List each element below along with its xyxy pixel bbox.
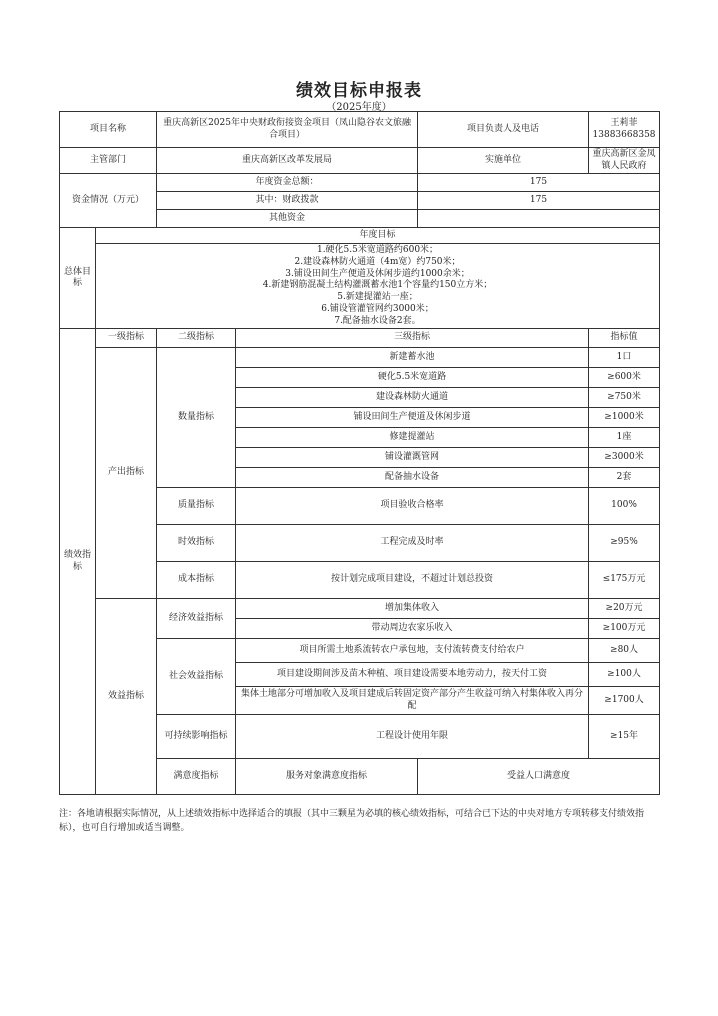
project-name-label: 项目名称	[60, 112, 157, 148]
timeliness-item: 工程完成及时率	[236, 525, 589, 562]
goal-item: 5.新建提灌站一座；	[337, 292, 418, 303]
social-item: 集体土地部分可增加收入及项目建成后转固定资产部分产生收益可纳入村集体收入再分配	[236, 687, 589, 715]
quantity-value: ≥750米	[589, 388, 660, 408]
service-indicator-label: 服务对象满意度指标	[236, 759, 418, 795]
goals-header: 年度目标	[96, 228, 660, 244]
goal-item: 7.配备抽水设备2套。	[334, 315, 421, 326]
quantity-value: ≥1000米	[589, 408, 660, 428]
owner-label: 项目负责人及电话	[418, 112, 589, 148]
impl-value: 重庆高新区金凤镇人民政府	[589, 148, 660, 174]
col-level1-header: 一级指标	[96, 329, 157, 348]
economic-indicator-label: 经济效益指标	[157, 599, 236, 639]
quantity-item: 新建蓄水池	[236, 348, 589, 368]
cost-indicator-label: 成本指标	[157, 562, 236, 599]
cost-item: 按计划完成项目建设，不超过计划总投资	[236, 562, 589, 599]
funds-label: 资金情况（万元）	[60, 174, 157, 228]
economic-value: ≥20万元	[589, 599, 660, 619]
quantity-item: 配备抽水设备	[236, 468, 589, 488]
quality-indicator-label: 质量指标	[157, 488, 236, 525]
quality-item: 项目验收合格率	[236, 488, 589, 525]
quantity-value: ≥3000米	[589, 448, 660, 468]
sustain-value: ≥15年	[589, 715, 660, 759]
quantity-item: 铺设田间生产便道及休闲步道	[236, 408, 589, 428]
impl-label: 实施单位	[418, 148, 589, 174]
quantity-value: ≥600米	[589, 368, 660, 388]
page-title: 绩效目标申报表	[296, 81, 422, 101]
funds-total-label: 年度资金总额：	[157, 174, 418, 192]
cost-value: ≤175万元	[589, 562, 660, 599]
social-indicator-label: 社会效益指标	[157, 639, 236, 715]
quantity-item: 硬化5.5米宽道路	[236, 368, 589, 388]
funds-other-value	[418, 210, 660, 228]
col-level3-header: 三级指标	[236, 329, 589, 348]
economic-value: ≥100万元	[589, 619, 660, 639]
quality-value: 100%	[589, 488, 660, 525]
social-item: 项目建设期间涉及苗木种植、项目建设需要本地劳动力，按天付工资	[236, 663, 589, 687]
satisfaction-item: 受益人口满意度	[418, 759, 660, 795]
benefit-indicator-label: 效益指标	[96, 599, 157, 795]
quantity-value: 1座	[589, 428, 660, 448]
timeliness-value: ≥95%	[589, 525, 660, 562]
output-indicator-label: 产出指标	[96, 348, 157, 599]
funds-fiscal-value: 175	[418, 192, 660, 210]
sustain-indicator-label: 可持续影响指标	[157, 715, 236, 759]
quantity-value: 1口	[589, 348, 660, 368]
goal-item: 3.铺设田间生产便道及休闲步道约1000余米；	[285, 268, 470, 279]
dept-value: 重庆高新区改革发展局	[157, 148, 418, 174]
social-value: ≥100人	[589, 663, 660, 687]
quantity-indicator-label: 数量指标	[157, 348, 236, 488]
col-value-header: 指标值	[589, 329, 660, 348]
performance-form-table	[59, 111, 660, 795]
economic-item: 增加集体收入	[236, 599, 589, 619]
funds-fiscal-label: 其中：财政拨款	[157, 192, 418, 210]
social-value: ≥1700人	[589, 687, 660, 715]
quantity-value: 2套	[589, 468, 660, 488]
col-level2-header: 二级指标	[157, 329, 236, 348]
sustain-item: 工程设计使用年限	[236, 715, 589, 759]
goal-item: 4.新建钢筋混凝土结构灌溉蓄水池1个容量约150立方米；	[262, 280, 493, 291]
quantity-item: 建设森林防火通道	[236, 388, 589, 408]
goal-item: 2.建设森林防火通道（4m宽）约750米；	[294, 257, 461, 268]
goals-side-label: 总体目标	[60, 228, 96, 329]
funds-total-value: 175	[418, 174, 660, 192]
page-subtitle: （2025年度）	[326, 102, 392, 113]
funds-other-label: 其他资金	[157, 210, 418, 228]
quantity-item: 铺设灌溉管网	[236, 448, 589, 468]
goal-item: 1.硬化5.5米宽道路约600米；	[316, 245, 439, 256]
goals-list	[96, 244, 660, 329]
owner-value: 王莉菲13883668358	[589, 112, 660, 148]
project-name-value: 重庆高新区2025年中央财政衔接资金项目（凤山隐谷农文旅融合项目）	[157, 112, 418, 148]
dept-label: 主管部门	[60, 148, 157, 174]
goal-item: 6.铺设管灌管网约3000米；	[321, 303, 434, 314]
economic-item: 带动周边农家乐收入	[236, 619, 589, 639]
timeliness-indicator-label: 时效指标	[157, 525, 236, 562]
footnote: 注：各地请根据实际情况，从上述绩效指标中选择适合的填报（其中三颗星为必填的核心绩效指标，可结合已下达的中央对地方专项转移支付绩效指标），也可自行增加或适当调整。	[59, 809, 645, 834]
social-value: ≥80人	[589, 639, 660, 663]
quantity-item: 修建提灌站	[236, 428, 589, 448]
indicators-side-label: 绩效指标	[60, 329, 96, 795]
social-item: 项目所需土地系流转农户承包地，支付流转费支付给农户	[236, 639, 589, 663]
satisfaction-indicator-label: 满意度指标	[157, 759, 236, 795]
